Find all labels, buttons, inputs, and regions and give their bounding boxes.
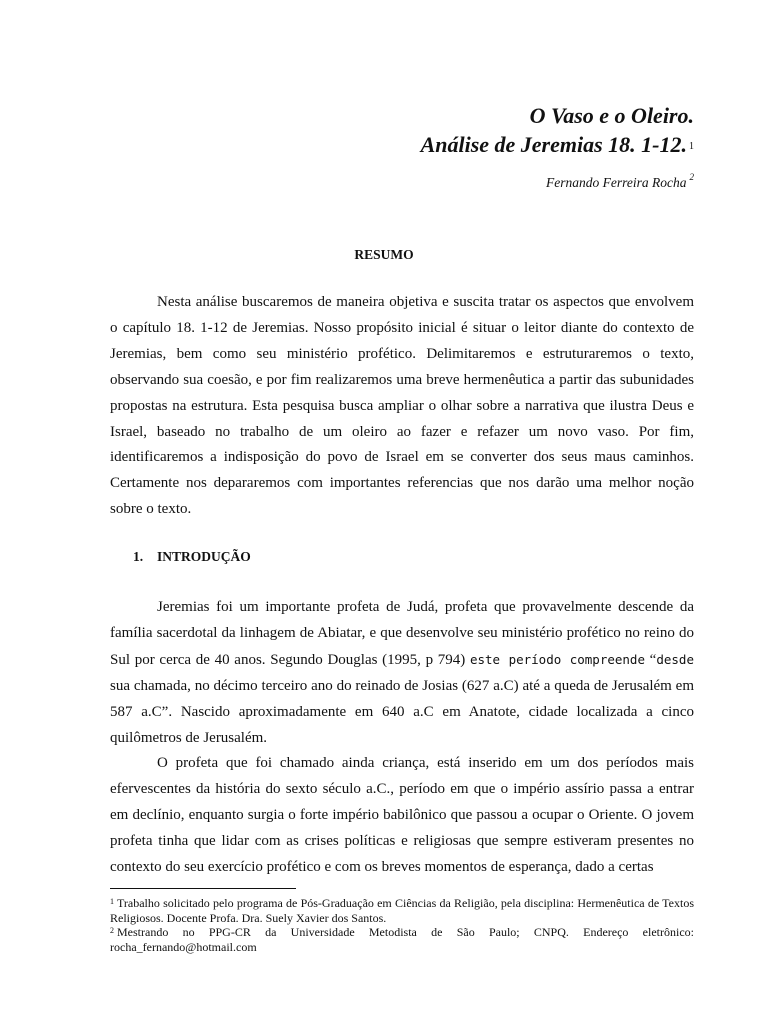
title-line-2-text: Análise de Jeremias 18. 1-12. xyxy=(420,132,687,157)
title-line-2 xyxy=(421,130,694,159)
footnote-2 xyxy=(110,925,694,954)
intro-p1-mono-a: este período compreende xyxy=(469,651,645,667)
intro-p1-mono-b: desde xyxy=(656,651,694,667)
section-heading-introduction xyxy=(133,549,251,565)
footnotes xyxy=(110,896,694,954)
intro-p1-quote-open: “ xyxy=(644,651,657,668)
intro-paragraph-1 xyxy=(110,595,694,751)
footnote-separator xyxy=(110,888,296,889)
section-title: INTRODUÇÃO xyxy=(157,549,251,564)
title-line-1: O Vaso e o Oleiro. xyxy=(529,103,694,128)
footnote-2-text: Mestrando no PPG-CR da Universidade Metodista de São Paulo; CNPQ. Endereço eletrônico: rocha_fernando@hotmail.com xyxy=(110,925,694,954)
author-line xyxy=(546,172,694,191)
abstract-heading: RESUMO xyxy=(354,247,414,262)
intro-p1-text-b: sua chamada, no décimo terceiro ano do reinado de Josias (627 a.C) até a queda de Jerusalém em 587 a.C”. Nascido aproximadamente em 640 a.C em Anatote, cidade localizada a cinco quilômetros de Jerusalém. xyxy=(110,677,694,746)
intro-paragraph-2: O profeta que foi chamado ainda criança, está inserido em um dos períodos mais efervescentes da história do sexto século a.C., período em que o império assírio passa a entrar em declínio, enquanto surgia o forte império babilônico que passou a ocupar o Oriente. O jovem profeta tinha que lidar com as crises políticas e religiosas que sempre estiveram presentes no contexto do seu exercício profético e com os breves momentos de esperança, dado a certas xyxy=(110,755,694,876)
abstract-body xyxy=(110,290,694,523)
footnote-1 xyxy=(110,896,694,925)
footnote-2-marker: 2 xyxy=(110,926,114,935)
introduction-body xyxy=(110,595,694,881)
abstract-paragraph: Nesta análise buscaremos de maneira objetiva e suscita tratar os aspectos que envolvem o capítulo 18. 1-12 de Jeremias. Nosso propósito inicial é situar o leitor diante do contexto de Jeremias, bem como seu ministério profético. Delimitaremos e estruturaremos o texto, observando sua coesão, e por fim realizaremos uma breve hermenêutica a partir das subunidades propostas na estrutura. Esta pesquisa busca ampliar o olhar sobre a narrativa que ilustra Deus e Israel, baseado no trabalho de um oleiro ao fazer e refazer um novo vaso. Por fim, identificaremos a indisposição do povo de Israel em se converter dos seus maus caminhos. Certamente nos depararemos com importantes referencias que nos darão uma melhor noção sobre o texto. xyxy=(110,294,694,518)
footnote-1-text: Trabalho solicitado pelo programa de Pós-Graduação em Ciências da Religião, pela disciplina: Hermenêutica de Textos Religiosos. Docente Profa. Dra. Suely Xavier dos Santos. xyxy=(110,896,694,925)
author-footnote-marker: 2 xyxy=(689,172,694,182)
document-title xyxy=(421,101,694,159)
title-footnote-marker: 1 xyxy=(689,141,694,152)
author-name: Fernando Ferreira Rocha xyxy=(546,175,687,190)
section-number: 1. xyxy=(133,549,144,564)
footnote-1-marker: 1 xyxy=(110,897,114,906)
intro-p1-text-a: Jeremias foi um importante profeta de Judá, profeta que provavelmente descende da família sacerdotal da linhagem de Abiatar, e que desenvolve seu ministério profético no reino do Sul por cerca de 40 anos. Segundo Douglas (1995, p 794) xyxy=(110,599,694,668)
